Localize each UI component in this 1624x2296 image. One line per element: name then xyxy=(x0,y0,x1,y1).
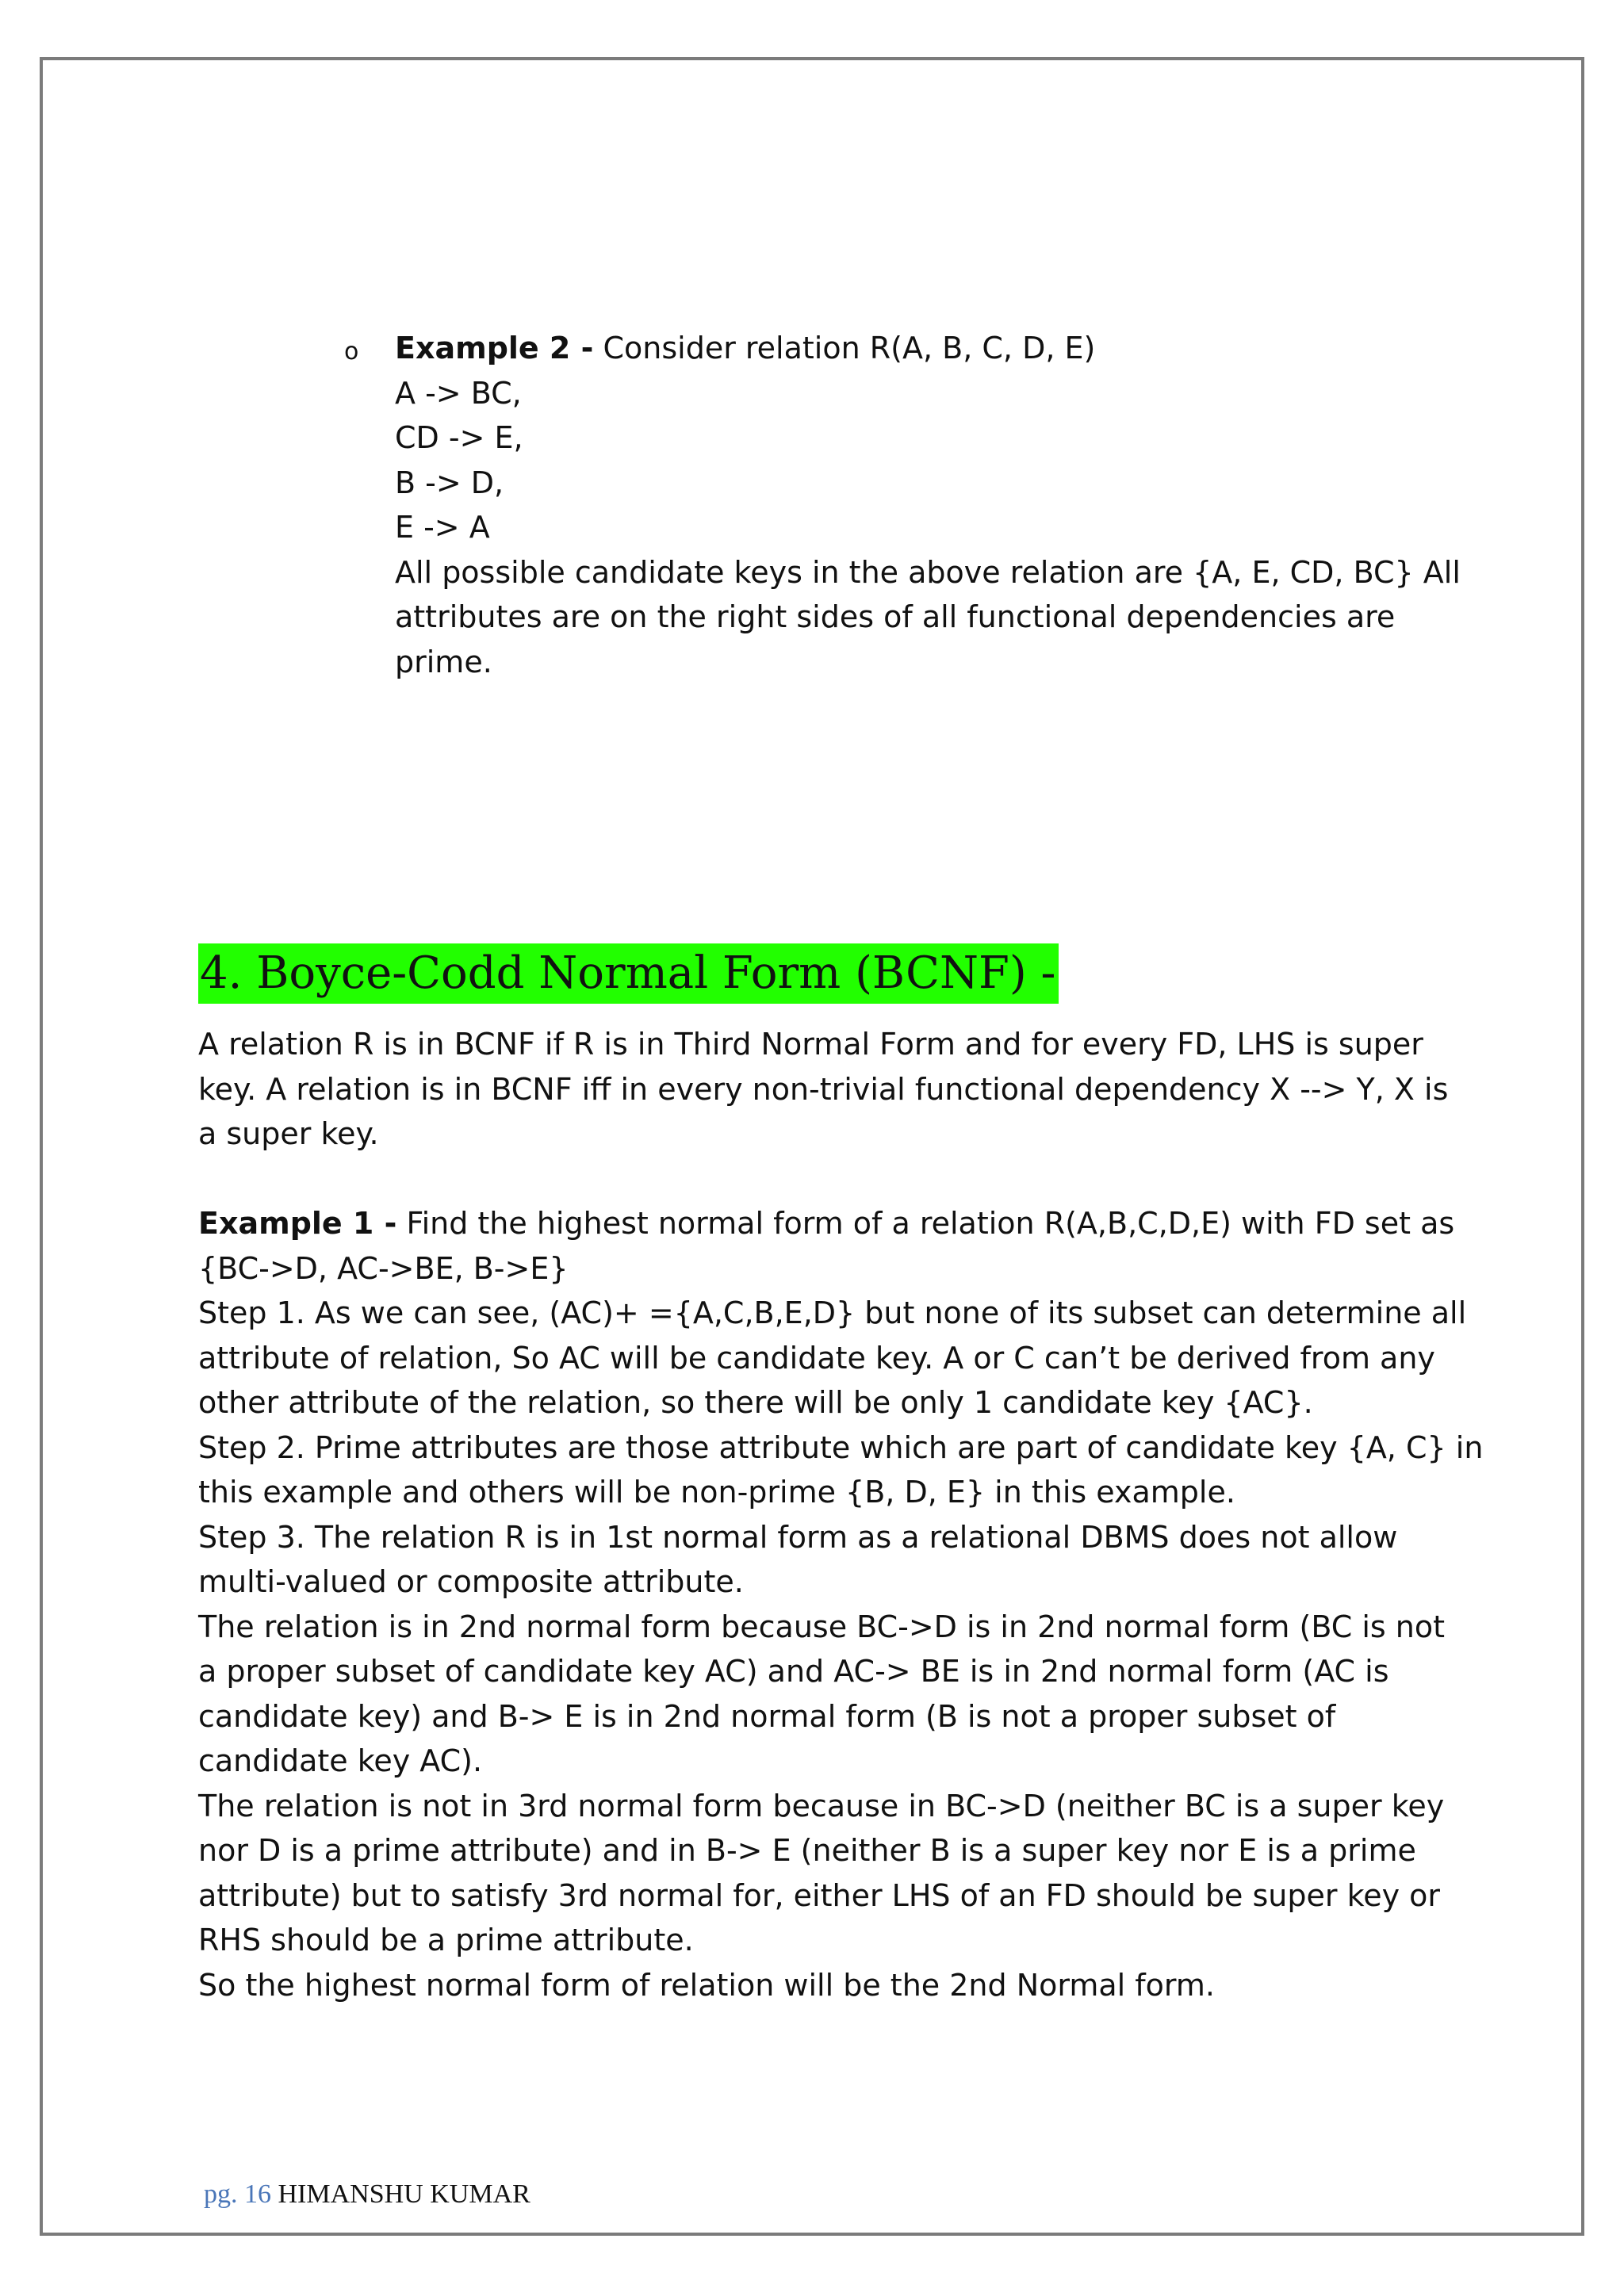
example2-intro: Consider relation R(A, B, C, D, E) xyxy=(593,331,1096,365)
example1-line: this example and others will be non-prime {B, D, E} in this example. xyxy=(198,1475,1235,1510)
example1-line: The relation is in 2nd normal form because BC->D is in 2nd normal form (BC is not xyxy=(198,1609,1446,1644)
intro-line: a super key. xyxy=(198,1116,379,1151)
example2-line: CD -> E, xyxy=(395,420,523,455)
example2-line: All possible candidate keys in the above relation are {A, E, CD, BC} All xyxy=(395,554,1461,590)
example1-line: a proper subset of candidate key AC) and AC-> BE is in 2nd normal form (AC is xyxy=(198,1654,1389,1689)
example2-label: Example 2 - xyxy=(395,331,594,365)
paragraph-gap xyxy=(198,1157,1483,1202)
example1-line: candidate key) and B-> E is in 2nd normal form (B is not a proper subset of xyxy=(198,1698,1336,1734)
intro-line: A relation R is in BCNF if R is in Third Normal Form and for every FD, LHS is super xyxy=(198,1027,1423,1062)
example1-line: multi-valued or composite attribute. xyxy=(198,1564,744,1599)
example1-line: {BC->D, AC->BE, B->E} xyxy=(198,1250,569,1286)
example1-label: Example 1 - xyxy=(198,1206,397,1241)
bullet-marker: o xyxy=(344,338,359,365)
section-heading: 4. Boyce-Codd Normal Form (BCNF) - xyxy=(198,943,1059,1004)
example1-line: nor D is a prime attribute) and in B-> E (neither B is a super key nor E is a prime xyxy=(198,1833,1416,1868)
page-number: pg. 16 xyxy=(204,2179,271,2209)
section-body xyxy=(198,1022,1483,2007)
example1-line: attribute of relation, So AC will be candidate key. A or C can’t be derived from any xyxy=(198,1340,1435,1376)
section-heading-wrap xyxy=(198,943,1059,1004)
example1-line: So the highest normal form of relation will be the 2nd Normal form. xyxy=(198,1967,1215,2003)
example1-first-line: Find the highest normal form of a relation R(A,B,C,D,E) with FD set as xyxy=(396,1206,1455,1241)
example1-line: other attribute of the relation, so there will be only 1 candidate key {AC}. xyxy=(198,1385,1313,1420)
example1-title-line xyxy=(198,1201,1483,1246)
example1-line: attribute) but to satisfy 3rd normal for, either LHS of an FD should be super key or xyxy=(198,1877,1441,1913)
example2-title-line xyxy=(395,326,1461,371)
example2-line: attributes are on the right sides of all functional dependencies are xyxy=(395,599,1396,634)
example2-line: prime. xyxy=(395,644,492,679)
example2-line: A -> BC, xyxy=(395,375,522,411)
example2-line: E -> A xyxy=(395,510,490,545)
intro-line: key. A relation is in BCNF iff in every non-trivial functional dependency X --> Y, X is xyxy=(198,1071,1449,1107)
example1-line: The relation is not in 3rd normal form because in BC->D (neither BC is a super key xyxy=(198,1788,1445,1823)
example1-line: Step 1. As we can see, (AC)+ ={A,C,B,E,D} but none of its subset can determine all xyxy=(198,1295,1467,1330)
page-footer xyxy=(204,2179,530,2210)
example1-line: Step 3. The relation R is in 1st normal form as a relational DBMS does not allow xyxy=(198,1519,1398,1555)
example1-line: candidate key AC). xyxy=(198,1743,483,1778)
example1-line: Step 2. Prime attributes are those attribute which are part of candidate key {A, C} in xyxy=(198,1429,1484,1465)
example2-line: B -> D, xyxy=(395,465,504,500)
example2-block xyxy=(395,326,1461,684)
example1-line: RHS should be a prime attribute. xyxy=(198,1923,694,1957)
author-name: HIMANSHU KUMAR xyxy=(278,2179,530,2209)
